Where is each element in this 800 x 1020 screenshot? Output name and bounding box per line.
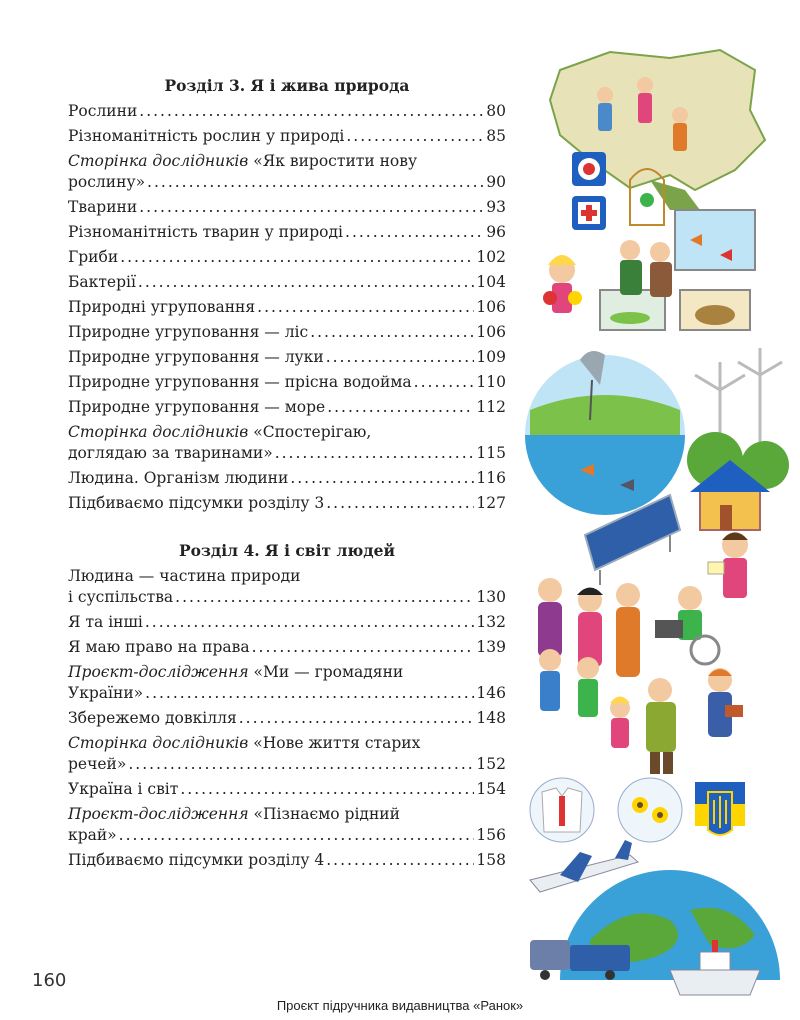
toc-entry[interactable]: Підбиваємо підсумки розділу 4 ..... 158 [68, 850, 506, 871]
toc-entry[interactable]: Тварини ..... 93 [68, 197, 506, 218]
toc-entry[interactable]: Людина. Організм людини ..... 116 [68, 468, 506, 489]
woman-with-book-icon [708, 532, 748, 598]
toc-entry[interactable]: Природне угруповання — море ..... 112 [68, 397, 506, 418]
solar-house-icon [687, 432, 789, 530]
pond-ecosystem-icon [525, 351, 685, 515]
toc-entry[interactable]: Бактерії ..... 104 [68, 272, 506, 293]
toc-entry[interactable]: Сторінка дослідників «Як виростити нову рослину» ..... 90 [68, 151, 506, 193]
section-3 [68, 76, 506, 518]
section-3-entries [68, 101, 506, 514]
first-aid-emblem-icon [572, 196, 606, 230]
toc-entry[interactable]: Людина — частина природи і суспільства ..... 130 [68, 566, 506, 608]
sunflowers-icon [618, 778, 682, 842]
toc-entry[interactable]: Різноманітність тварин у природі ..... 96 [68, 222, 506, 243]
grandpa-icon [646, 678, 676, 774]
toc-entry[interactable]: Природне угруповання — ліс ..... 106 [68, 322, 506, 343]
embroidered-shirt-icon [530, 778, 594, 842]
family-group-icon [538, 578, 640, 748]
toc-entry[interactable]: Сторінка дослідників «Нове життя старих речей» ..... 152 [68, 733, 506, 775]
toc-entry[interactable]: Природні угруповання ..... 106 [68, 297, 506, 318]
illustration-column [520, 40, 795, 1000]
wheelchair-user-icon [655, 586, 719, 664]
section-3-title: Розділ 3. Я і жива природа [164, 76, 410, 95]
toc-entry[interactable]: Рослини ..... 80 [68, 101, 506, 122]
toc-entry[interactable]: Природне угруповання — прісна водойма ..... 110 [68, 372, 506, 393]
boy-with-book-icon [708, 668, 743, 737]
toc-entry[interactable]: Підбиваємо підсумки розділу 3 ..... 127 [68, 493, 506, 514]
toc-entry[interactable]: Сторінка дослідників «Спостерігаю, доглядаю за тваринами» ..... 115 [68, 422, 506, 464]
toc-entry[interactable]: Різноманітність рослин у природі ..... 85 [68, 126, 506, 147]
toc-entry[interactable]: Природне угруповання — луки ..... 109 [68, 347, 506, 368]
section-4-title: Розділ 4. Я і світ людей [179, 541, 395, 560]
rescue-emblem-icon [572, 152, 606, 186]
girl-with-flowers-icon [543, 255, 582, 313]
page-number: 160 [32, 970, 67, 991]
toc-entry[interactable]: Гриби ..... 102 [68, 247, 506, 268]
aquarium-terrarium-icon [600, 210, 755, 330]
toc-entry[interactable]: Проєкт-дослідження «Ми — громадяни України» ..... 146 [68, 662, 506, 704]
ukraine-coat-of-arms-icon [695, 782, 745, 835]
toc-entry[interactable]: Збережемо довкілля ..... 148 [68, 708, 506, 729]
footer-note: Проєкт підручника видавництва «Ранок» [276, 998, 524, 1013]
section-4 [68, 541, 506, 875]
toc-entry[interactable]: Україна і світ ..... 154 [68, 779, 506, 800]
toc-entry[interactable]: Я та інші ..... 132 [68, 612, 506, 633]
toc-entry[interactable]: Проєкт-дослідження «Пізнаємо рідний край» ..... 156 [68, 804, 506, 846]
toc-entry[interactable]: Я маю право на права ..... 139 [68, 637, 506, 658]
section-4-entries [68, 566, 506, 871]
